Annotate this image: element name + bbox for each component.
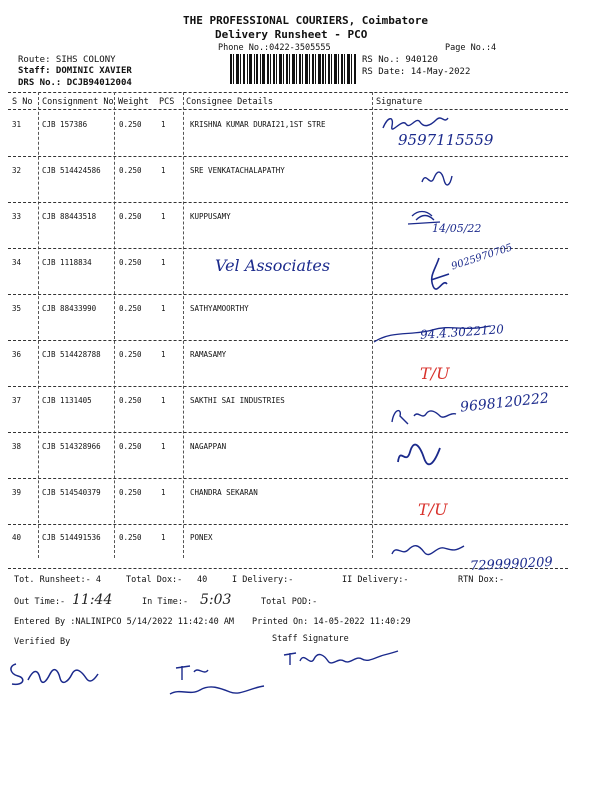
page-number: Page No.:4 (445, 43, 497, 53)
row-consignment: CJB 157386 (42, 120, 88, 129)
row-divider (8, 202, 568, 203)
row-weight: 0.250 (119, 488, 142, 497)
signature-scribble (394, 442, 444, 468)
row-consignment: CJB 514428788 (42, 350, 101, 359)
row-divider (8, 478, 568, 479)
row-divider (8, 432, 568, 433)
row-sno: 40 (12, 533, 22, 542)
out-time-value: 11:44 (72, 592, 113, 608)
i-delivery: I Delivery:- (232, 575, 294, 585)
signature-scribble-text: 94.4.3022120 (419, 322, 505, 342)
row-consignment: CJB 514424586 (42, 166, 101, 175)
signature-scribble (388, 538, 468, 562)
signature-tu: T/U (420, 364, 450, 383)
table-top-rule (8, 92, 568, 93)
staff-signature-2 (280, 645, 400, 673)
row-sno: 37 (12, 396, 22, 405)
row-weight: 0.250 (119, 120, 142, 129)
col-consignee: Consignee Details (186, 97, 273, 107)
in-time-label: In Time:- (142, 597, 189, 607)
total-pod: Total POD:- (261, 597, 318, 607)
signature-tu: T/U (418, 500, 448, 519)
in-time-value: 5:03 (200, 592, 232, 608)
drs-number: DRS No.: DCJB94012004 (18, 78, 132, 88)
row-consignment: CJB 1131405 (42, 396, 92, 405)
signature-phone: 9698120222 (459, 390, 550, 416)
printed-on: Printed On: 14-05-2022 11:40:29 (252, 617, 411, 627)
row-divider (8, 248, 568, 249)
row-weight: 0.250 (119, 442, 142, 451)
row-consignee: NAGAPPAN (190, 442, 227, 451)
row-divider (8, 386, 568, 387)
signature-scribble (418, 168, 454, 190)
col-pcs: PCS (159, 97, 175, 107)
row-consignee: SATHYAMOORTHY (190, 304, 249, 313)
row-consignment: CJB 514328966 (42, 442, 101, 451)
row-divider (8, 524, 568, 525)
barcode (230, 54, 356, 84)
row-pcs: 1 (161, 212, 166, 221)
row-consignment: CJB 88443518 (42, 212, 97, 221)
signature-date: 14/05/22 (432, 222, 482, 235)
signature-phone: 9597115559 (398, 131, 494, 149)
row-consignee: RAMASAMY (190, 350, 227, 359)
row-sno: 39 (12, 488, 22, 497)
col-consignment: Consignment No (42, 97, 114, 107)
row-weight: 0.250 (119, 258, 142, 267)
ii-delivery: II Delivery:- (342, 575, 409, 585)
row-consignee: KRISHNA KUMAR DURAI21,1ST STRE (190, 120, 326, 129)
row-pcs: 1 (161, 533, 166, 542)
row-pcs: 1 (161, 350, 166, 359)
col-separator (38, 92, 39, 558)
verified-by: Verified By (14, 637, 71, 647)
row-pcs: 1 (161, 304, 166, 313)
row-consignment: CJB 88433990 (42, 304, 97, 313)
col-weight: Weight (118, 97, 149, 107)
signature-scribble (388, 402, 458, 428)
row-consignee: CHANDRA SEKARAN (190, 488, 258, 497)
row-pcs: 1 (161, 166, 166, 175)
row-consignment: CJB 514540379 (42, 488, 101, 497)
row-consignment: CJB 1118834 (42, 258, 92, 267)
row-consignment: CJB 514491536 (42, 533, 101, 542)
col-separator (114, 92, 115, 558)
signature-phone: 7299990209 (469, 554, 554, 575)
entered-by: Entered By :NALINIPCO 5/14/2022 11:42:40 AM (14, 617, 235, 627)
row-sno: 35 (12, 304, 22, 313)
row-sno: 31 (12, 120, 22, 129)
row-divider (8, 294, 568, 295)
route: Route: SIHS COLONY (18, 55, 116, 65)
row-pcs: 1 (161, 396, 166, 405)
staff-signature-1 (160, 658, 270, 704)
row-sno: 32 (12, 166, 22, 175)
row-consignee: PONEX (190, 533, 213, 542)
col-sno: S No (12, 97, 33, 107)
row-weight: 0.250 (119, 212, 142, 221)
table-header-rule (8, 109, 568, 110)
row-weight: 0.250 (119, 396, 142, 405)
row-sno: 36 (12, 350, 22, 359)
col-separator (183, 92, 184, 558)
rs-number: RS No.: 940120 (362, 55, 438, 65)
row-weight: 0.250 (119, 533, 142, 542)
rtn-dox: RTN Dox:- (458, 575, 505, 585)
signature-scribble (425, 256, 453, 292)
row-sno: 33 (12, 212, 22, 221)
rs-date: RS Date: 14-May-2022 (362, 67, 471, 77)
handwritten-vel-associates: Vel Associates (215, 256, 331, 275)
row-weight: 0.250 (119, 304, 142, 313)
row-pcs: 1 (161, 258, 166, 267)
row-weight: 0.250 (119, 350, 142, 359)
total-dox-label: Total Dox:- (126, 575, 183, 585)
col-signature: Signature (376, 97, 423, 107)
row-sno: 38 (12, 442, 22, 451)
row-sno: 34 (12, 258, 22, 267)
runsheet-subtitle: Delivery Runsheet - PCO (215, 28, 368, 41)
signature-phone: 9025970705 (450, 242, 514, 273)
row-pcs: 1 (161, 488, 166, 497)
row-weight: 0.250 (119, 166, 142, 175)
row-consignee: SAKTHI SAI INDUSTRIES (190, 396, 285, 405)
tot-runsheet: Tot. Runsheet:- 4 (14, 575, 101, 585)
row-pcs: 1 (161, 442, 166, 451)
row-consignee: KUPPUSAMY (190, 212, 231, 221)
staff-signature-label: Staff Signature (272, 634, 349, 644)
out-time-label: Out Time:- (14, 597, 66, 607)
staff: Staff: DOMINIC XAVIER (18, 66, 132, 76)
phone-number: Phone No.:0422-3505555 (218, 43, 331, 53)
verified-signature (6, 656, 102, 690)
row-pcs: 1 (161, 120, 166, 129)
row-consignee: SRE VENKATACHALAPATHY (190, 166, 285, 175)
company-title: THE PROFESSIONAL COURIERS, Coimbatore (183, 14, 429, 27)
total-dox-value: 40 (197, 575, 208, 585)
row-divider (8, 156, 568, 157)
